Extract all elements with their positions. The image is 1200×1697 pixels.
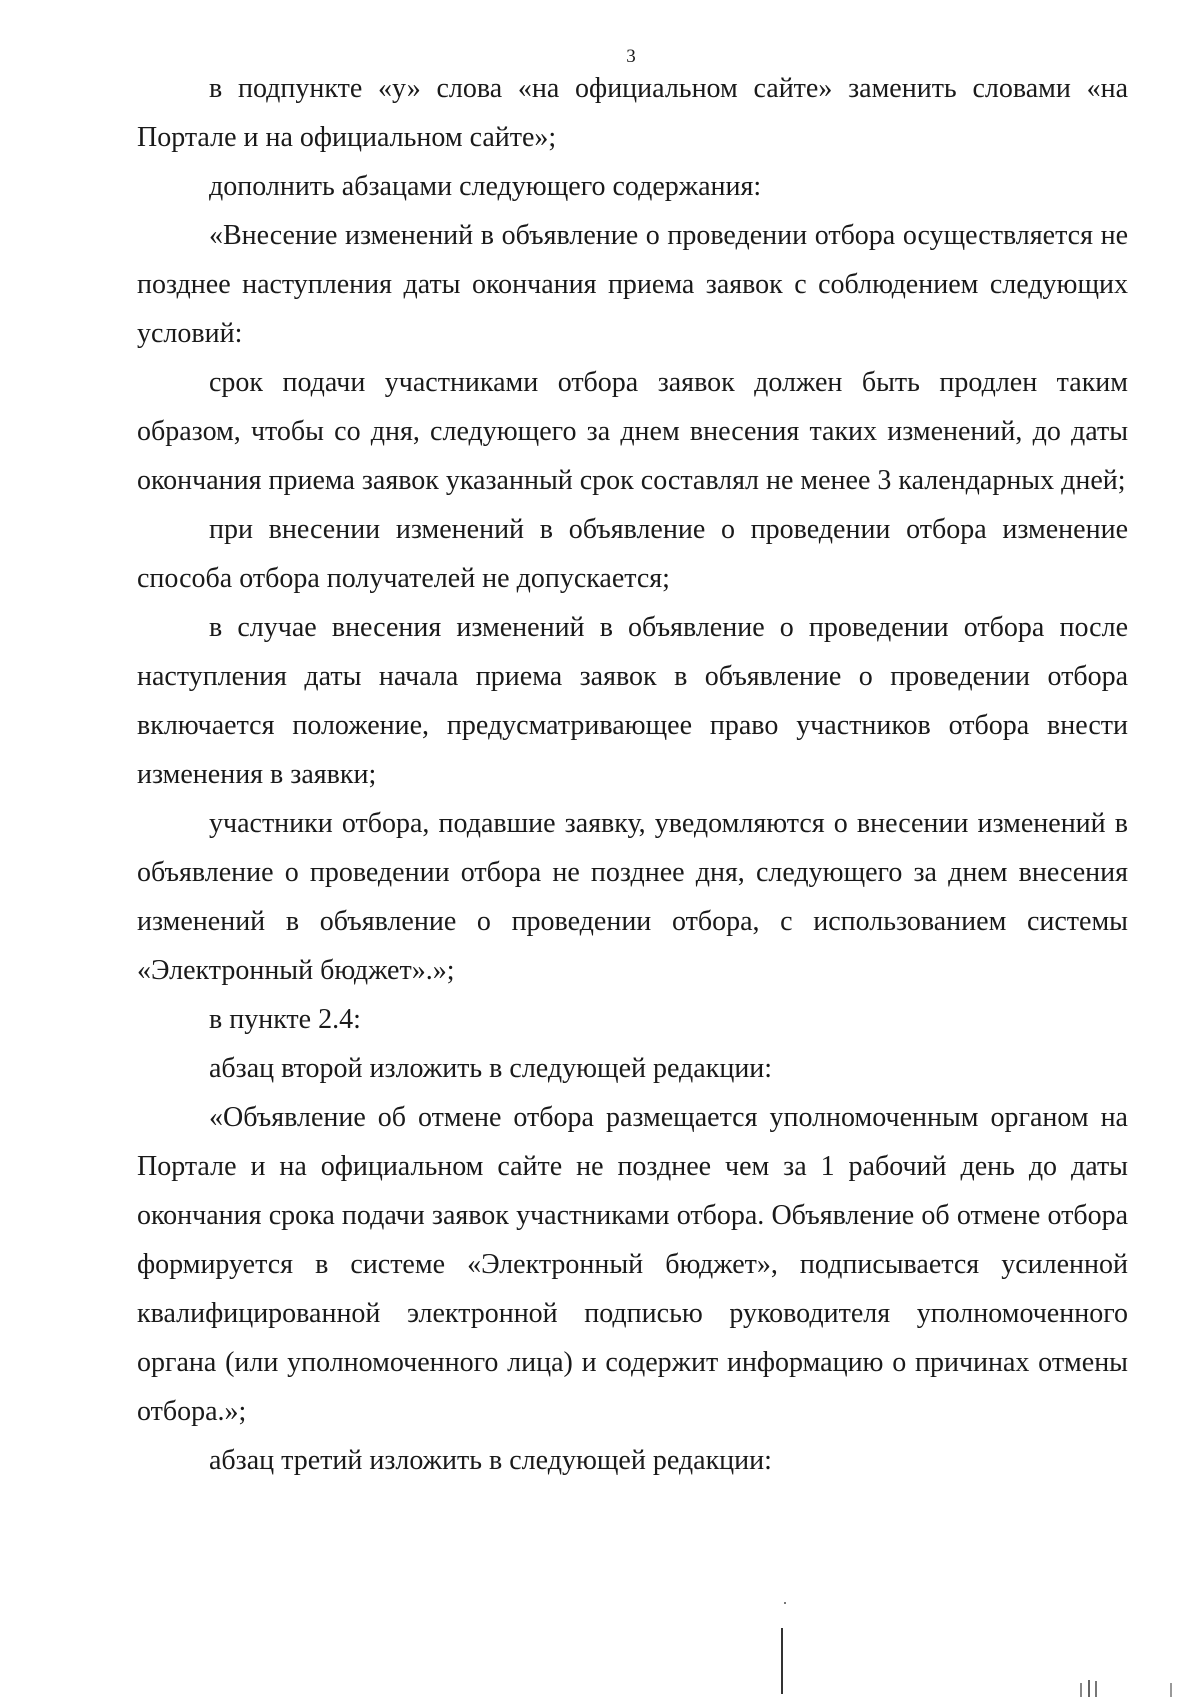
paragraph-abzac-tretiy: абзац третий изложить в следующей редакции:	[209, 1445, 772, 1476]
scan-artifact-corner	[1088, 1680, 1090, 1697]
document-body	[137, 64, 1128, 1485]
paragraph-vnesenie-izmeneniy: «Внесение изменений в объявление о проведении отбора осуществляется не позднее наступления даты окончания приема заявок с соблюдением следующих условий:	[137, 220, 1128, 349]
paragraph-sposob-otbora: при внесении изменений в объявление о проведении отбора изменение способа отбора получателей не допускается;	[137, 514, 1128, 594]
paragraph-pravo-uchastnikov: в случае внесения изменений в объявление о проведении отбора после наступления даты начала приема заявок в объявление о проведении отбора включается положение, предусматривающее право участников отбора внести изменения в заявки;	[137, 612, 1128, 790]
scan-artifact-corner	[1095, 1681, 1097, 1697]
paragraph-srok-podachi: срок подачи участниками отбора заявок должен быть продлен таким образом, чтобы со дня, следующего за днем внесения таких изменений, до даты окончания приема заявок указанный срок составлял не менее 3 календарных дней;	[137, 367, 1128, 496]
scan-artifact-corner	[1080, 1683, 1082, 1697]
paragraph-podpunkt-u: в подпункте «у» слова «на официальном сайте» заменить словами «на Портале и на официальном сайте»;	[137, 73, 1128, 153]
page-number: 3	[626, 46, 636, 67]
scan-artifact-dot	[784, 1602, 786, 1604]
paragraph-uvedomlenie: участники отбора, подавшие заявку, уведомляются о внесении изменений в объявление о проведении отбора не позднее дня, следующего за днем внесения изменений в объявление о проведении отбора, с использованием системы «Электронный бюджет».»;	[137, 808, 1128, 986]
paragraph-punkt-2-4: в пункте 2.4:	[209, 1004, 361, 1035]
scan-artifact-corner	[1170, 1683, 1172, 1697]
scan-artifact-line	[781, 1628, 783, 1694]
paragraph-dopolnit: дополнить абзацами следующего содержания:	[209, 171, 762, 202]
paragraph-otmena-otbora: «Объявление об отмене отбора размещается уполномоченным органом на Портале и на официальном сайте не позднее чем за 1 рабочий день до даты окончания срока подачи заявок участниками отбора. Объявление об отмене отбора формируется в системе «Электронный бюджет», подписывается усиленной квалифицированной электронной подписью руководителя уполномоченного органа (или уполномоченного лица) и содержит информацию о причинах отмены отбора.»;	[137, 1102, 1128, 1427]
paragraph-abzac-vtoroy: абзац второй изложить в следующей редакции:	[209, 1053, 773, 1084]
